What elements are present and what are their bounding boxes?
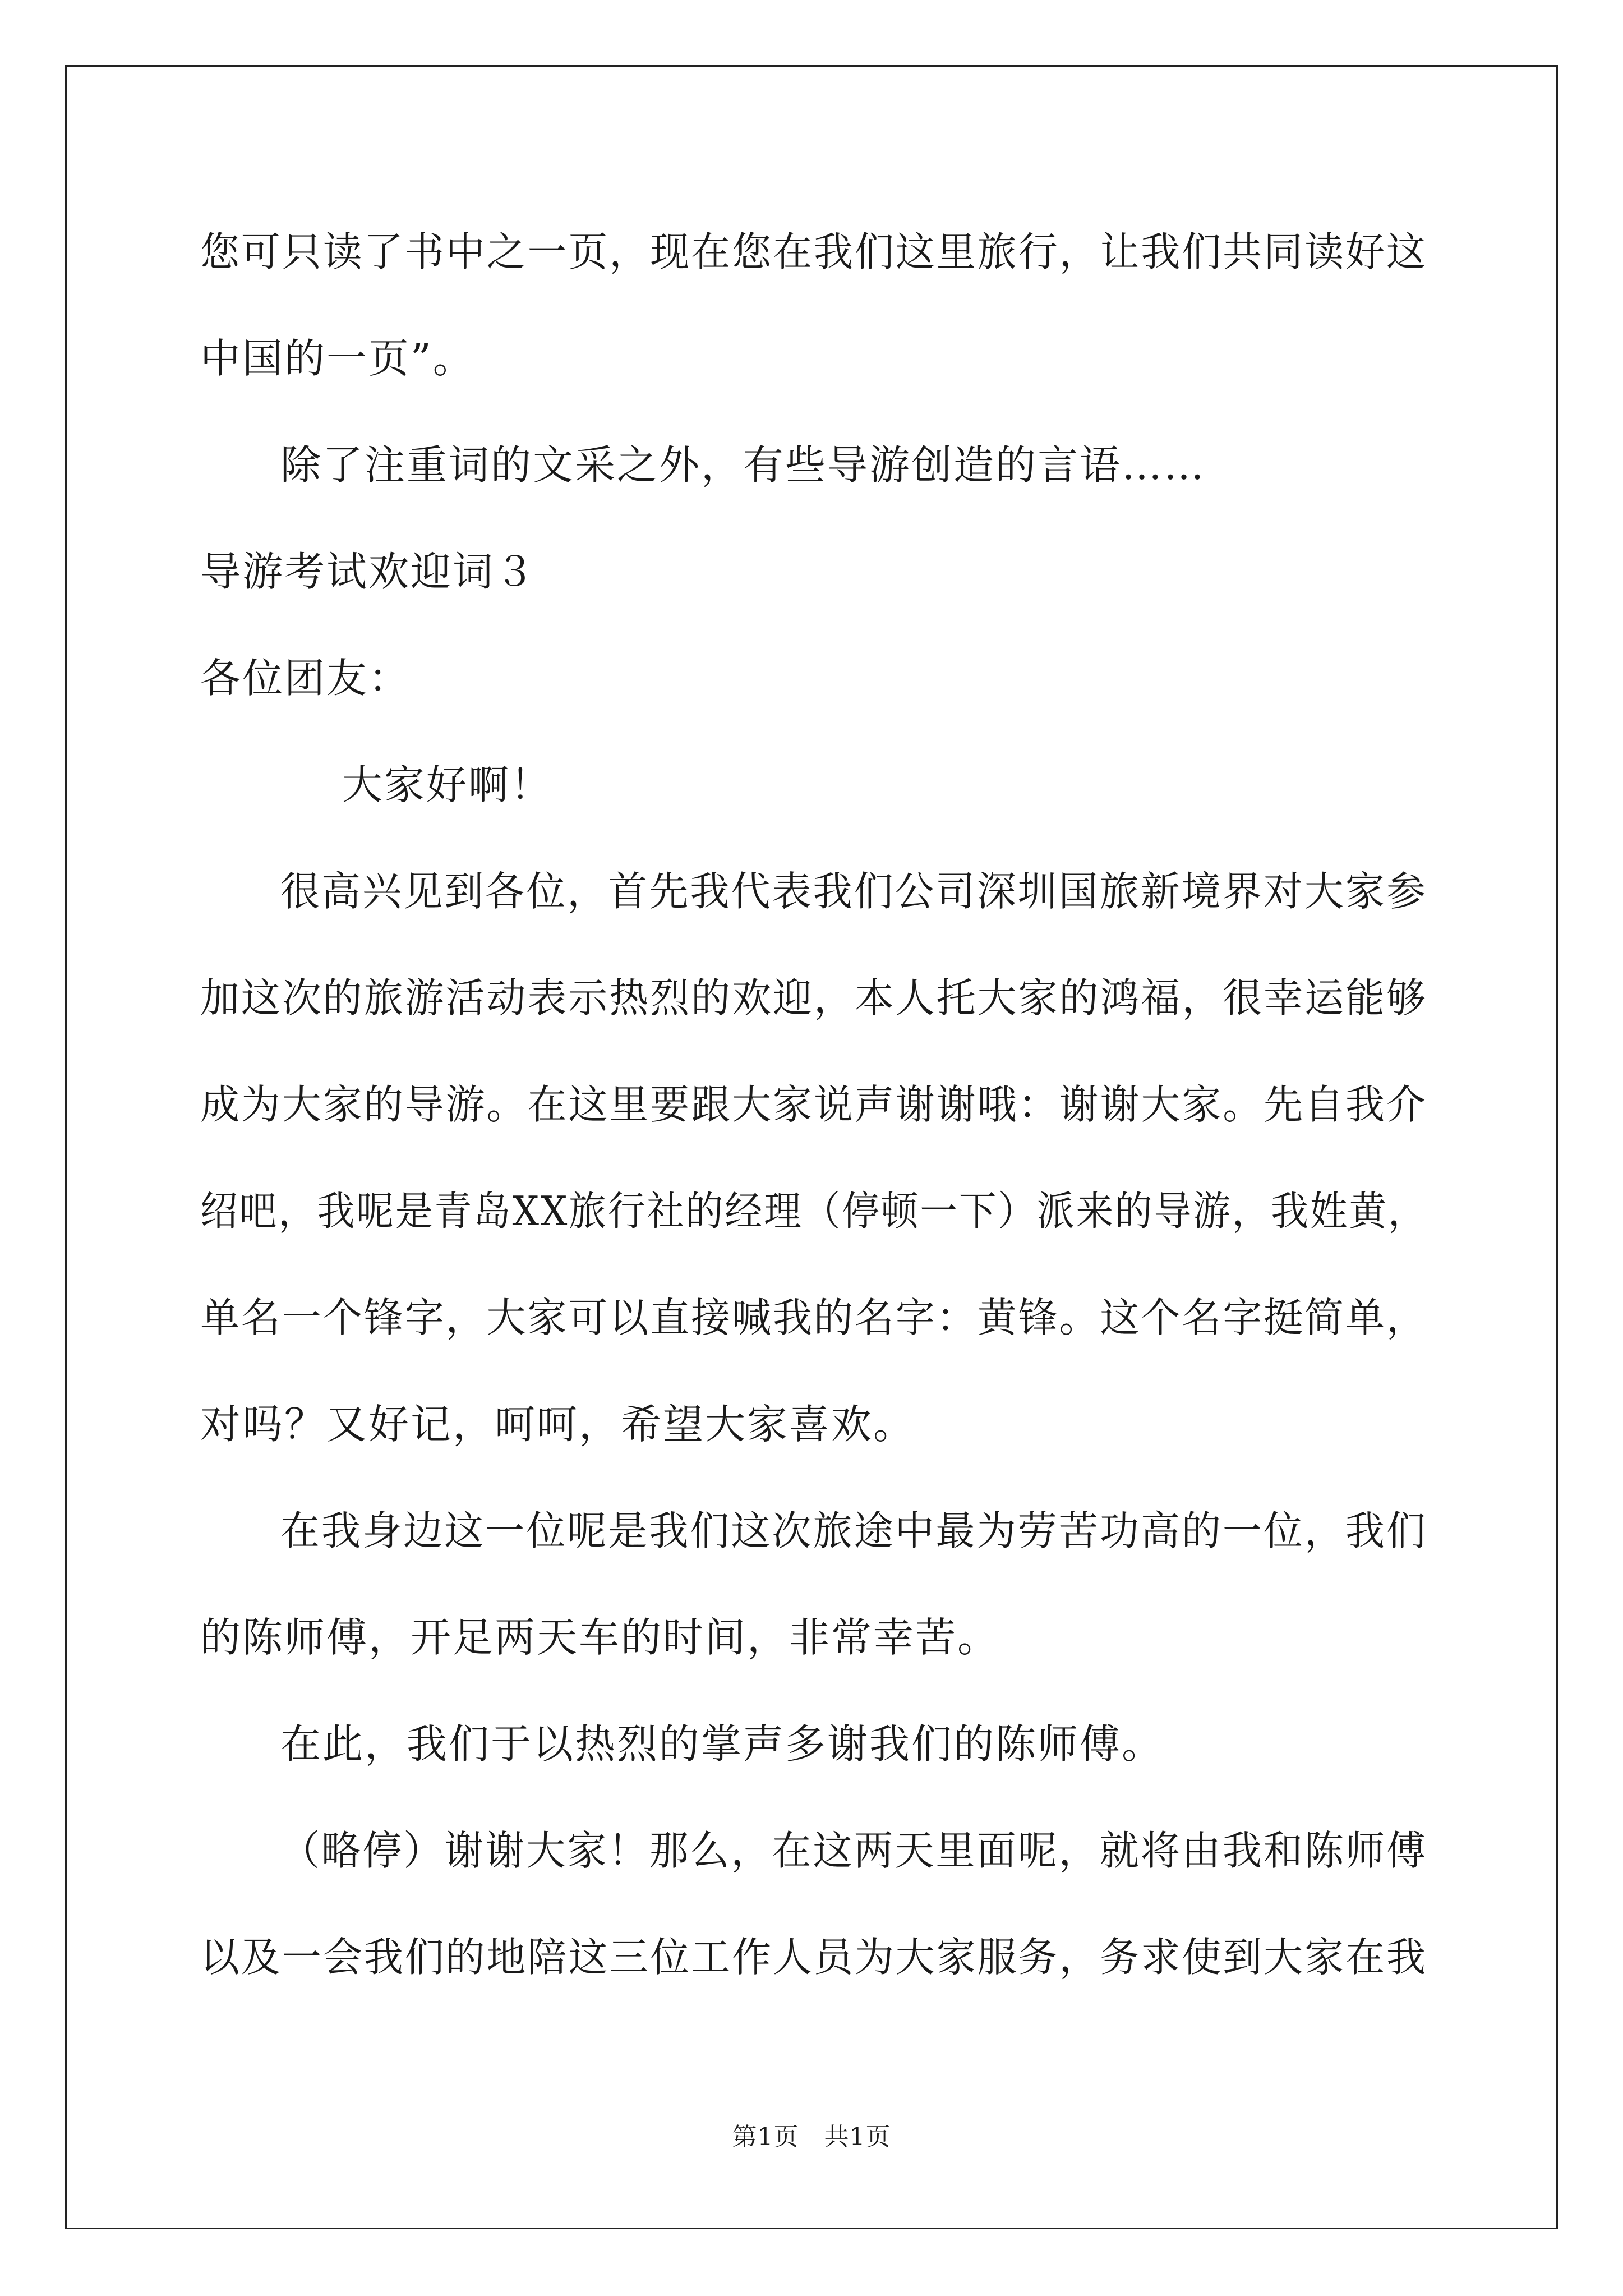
section-heading: 导游考试欢迎词３: [200, 548, 537, 595]
text-line-15: 在此，我们于以热烈的掌声多谢我们的陈师傅。: [280, 1720, 1164, 1768]
text-line-1: 您可只读了书中之一页，现在您在我们这里旅行，让我们共同读好这: [200, 228, 1427, 275]
text-line-17: 以及一会我们的地陪这三位工作人员为大家服务，务求使到大家在我: [200, 1934, 1427, 1981]
text-line-8: 加这次的旅游活动表示热烈的欢迎，本人托大家的鸿福，很幸运能够: [200, 974, 1427, 1022]
text-line-12: 对吗？又好记，呵呵，希望大家喜欢。: [200, 1401, 916, 1448]
text-line-10: 绍吧，我呢是青岛XX旅行社的经理（停顿一下）派来的导游，我姓黄，: [200, 1188, 1427, 1235]
page-number: 第1页 共1页: [732, 2123, 891, 2151]
text-line-13: 在我身边这一位呢是我们这次旅途中最为劳苦功高的一位，我们: [280, 1507, 1427, 1554]
greeting: 各位团友：: [200, 655, 411, 702]
text-line-14: 的陈师傅，开足两天车的时间，非常幸苦。: [200, 1614, 1000, 1661]
text-line-16: （略停）谢谢大家！那么，在这两天里面呢，就将由我和陈师傅: [280, 1827, 1427, 1874]
page-border: [65, 65, 1558, 2229]
text-line-11: 单名一个锋字，大家可以直接喊我的名字：黄锋。这个名字挺简单，: [200, 1294, 1427, 1341]
text-line-3: 除了注重词的文采之外，有些导游创造的言语……: [280, 441, 1206, 489]
text-line-2: 中国的一页”。: [200, 335, 475, 382]
text-line-9: 成为大家的导游。在这里要跟大家说声谢谢哦：谢谢大家。先自我介: [200, 1081, 1427, 1128]
text-line-6: 大家好啊！: [342, 761, 553, 808]
text-line-7: 很高兴见到各位，首先我代表我们公司深圳国旅新境界对大家参: [280, 868, 1427, 915]
